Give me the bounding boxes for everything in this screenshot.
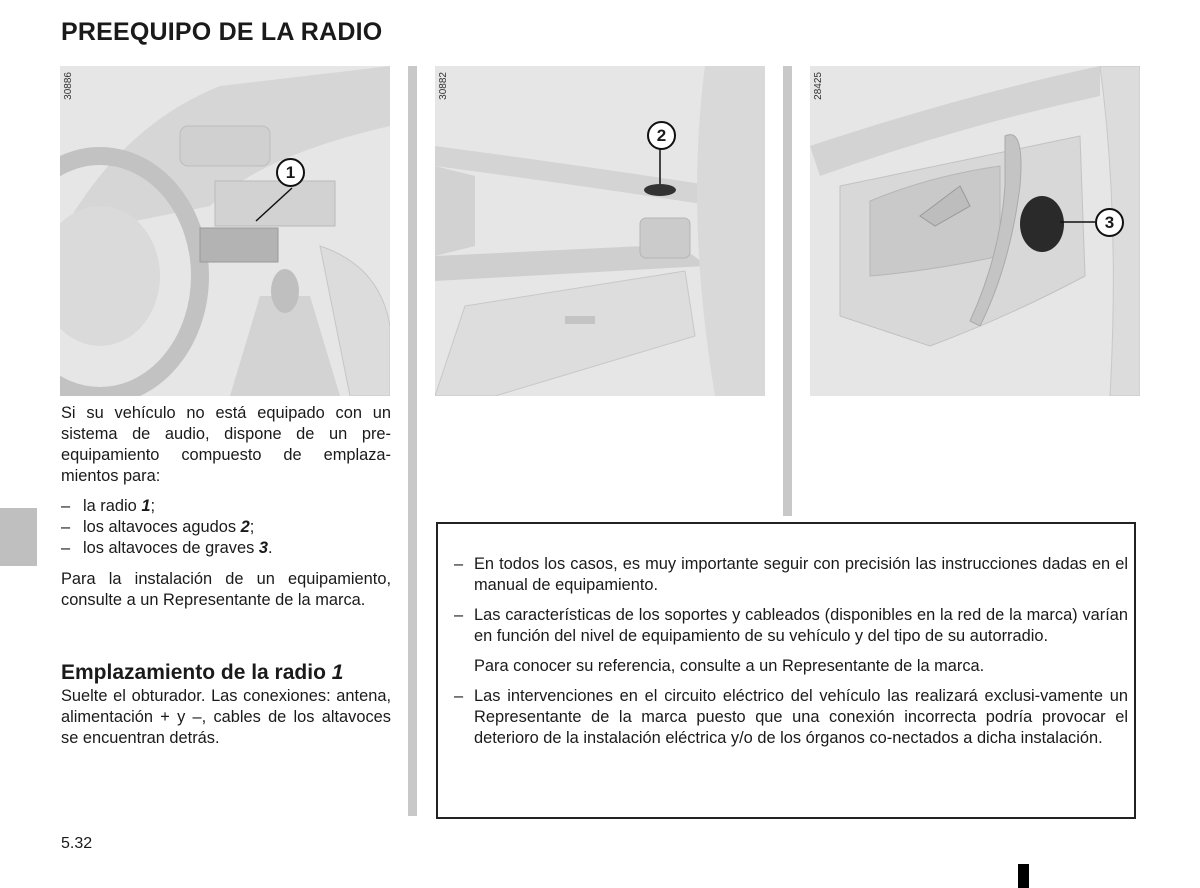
list-item: – los altavoces de graves 3. [61, 538, 391, 559]
installation-note: Para la instalación de un equipamiento, consulte a un Representante de la marca. [61, 570, 391, 609]
figure-tweeter [435, 66, 765, 396]
section-body: Suelte el obturador. Las conexiones: antena, alimentación + y –, cables de los altavoces se encuentran detrás. [61, 687, 391, 747]
figure-code: 30882 [438, 72, 449, 100]
door-illustration [810, 66, 1140, 396]
warning-item: – En todos los casos, es muy importante seguir con precisión las instrucciones dadas en el manual de equipamiento. [454, 554, 1128, 596]
dashboard-top-illustration [435, 66, 765, 396]
callout-1: 1 [276, 158, 305, 187]
page-edge-marker [1018, 864, 1029, 888]
list-item: – los altavoces agudos 2; [61, 517, 391, 538]
figure-code: 28425 [813, 72, 824, 100]
intro-paragraph: Si su vehículo no está equipado con un sistema de audio, dispone de un pre-equipamiento compuesto de emplaza-mientos para: [61, 404, 391, 485]
section-heading: Emplazamiento de la radio 1 [61, 661, 344, 684]
figure-door-speaker [810, 66, 1140, 396]
page-number: 5.32 [61, 835, 93, 852]
column-divider-right [783, 66, 792, 516]
section-tab [0, 508, 37, 566]
column-divider-left [408, 66, 417, 816]
locations-list [61, 496, 391, 559]
figure-dashboard-radio [60, 66, 390, 396]
warning-item-continuation: Para conocer su referencia, consulte a un Representante de la marca. [474, 657, 985, 675]
warning-item: – Las características de los soportes y cableados (disponibles en la red de la marca) varían en función del nivel de equipamiento de su vehículo y del tipo de su autorradio. [454, 605, 1128, 647]
callout-2: 2 [647, 121, 676, 150]
figure-code: 30886 [63, 72, 74, 100]
dashboard-illustration [60, 66, 390, 396]
warning-box [436, 522, 1136, 819]
list-item: – la radio 1; [61, 496, 391, 517]
warning-list [454, 554, 1128, 758]
warning-item: – Las intervenciones en el circuito eléctrico del vehículo las realizará exclusi-vamente un Representante de la marca puesto que una conexión incorrecta podría provocar el deterioro de la instalación eléctrica y/o de los órganos co-nectados a dicha instalación. [454, 686, 1128, 749]
callout-3: 3 [1095, 208, 1124, 237]
page-title: PREEQUIPO DE LA RADIO [61, 18, 383, 46]
